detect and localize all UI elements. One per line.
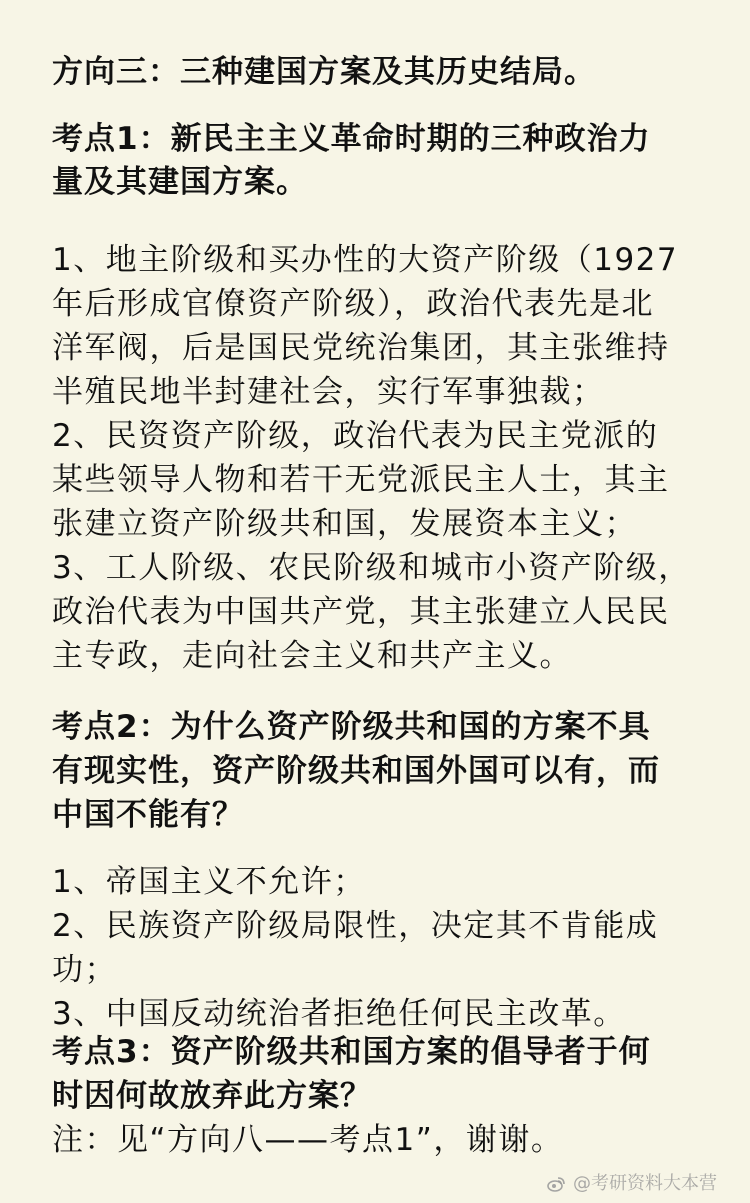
point-1-item-2-line-2: 某些领导人物和若干无党派民主人士，其主 xyxy=(52,462,670,498)
point-1-item-1-line-2: 年后形成官僚资产阶级），政治代表先是北 xyxy=(52,286,654,322)
point-1-item-3-line-1: 3、工人阶级、农民阶级和城市小资产阶级， xyxy=(52,550,691,586)
point-2-heading-line-2: 有现实性，资产阶级共和国外国可以有，而 xyxy=(52,753,660,789)
point-1-heading-line-2: 量及其建国方案。 xyxy=(52,164,308,200)
point-1-item-1-line-4: 半殖民地半封建社会，实行军事独裁； xyxy=(52,374,605,410)
point-3-heading-line-2: 时因何故放弃此方案？ xyxy=(52,1078,372,1114)
point-1-item-1-line-1: 1、地主阶级和买办性的大资产阶级（1927 xyxy=(52,242,679,278)
point-1-item-2-line-3: 张建立资产阶级共和国，发展资本主义； xyxy=(52,506,637,542)
point-2-item-3: 3、中国反动统治者拒绝任何民主改革。 xyxy=(52,996,626,1032)
point-2-item-1: 1、帝国主义不允许； xyxy=(52,864,366,900)
point-1-item-1-line-3: 洋军阀，后是国民党统治集团，其主张维持 xyxy=(52,330,670,366)
watermark-text: @考研资料大本营 xyxy=(573,1173,717,1194)
watermark xyxy=(545,1172,717,1196)
point-1-item-2-line-1: 2、民资资产阶级，政治代表为民主党派的 xyxy=(52,418,659,454)
point-1-item-3-line-2: 政治代表为中国共产党，其主张建立人民民 xyxy=(52,594,670,630)
point-3-heading-line-1: 考点3：资产阶级共和国方案的倡导者于何 xyxy=(52,1034,651,1070)
direction-heading: 方向三：三种建国方案及其历史结局。 xyxy=(52,54,596,90)
point-2-heading-line-1: 考点2：为什么资产阶级共和国的方案不具 xyxy=(52,709,651,745)
point-2-item-2-line-1: 2、民族资产阶级局限性，决定其不肯能成 xyxy=(52,908,659,944)
point-1-heading-line-1: 考点1：新民主主义革命时期的三种政治力 xyxy=(52,121,651,157)
point-2-heading-line-3: 中国不能有？ xyxy=(52,797,244,833)
weibo-icon xyxy=(545,1173,567,1195)
point-1-item-3-line-3: 主专政，走向社会主义和共产主义。 xyxy=(52,638,572,674)
point-2-item-2-line-2: 功； xyxy=(52,952,117,988)
note-line: 注：见“方向八——考点1”，谢谢。 xyxy=(52,1122,564,1158)
